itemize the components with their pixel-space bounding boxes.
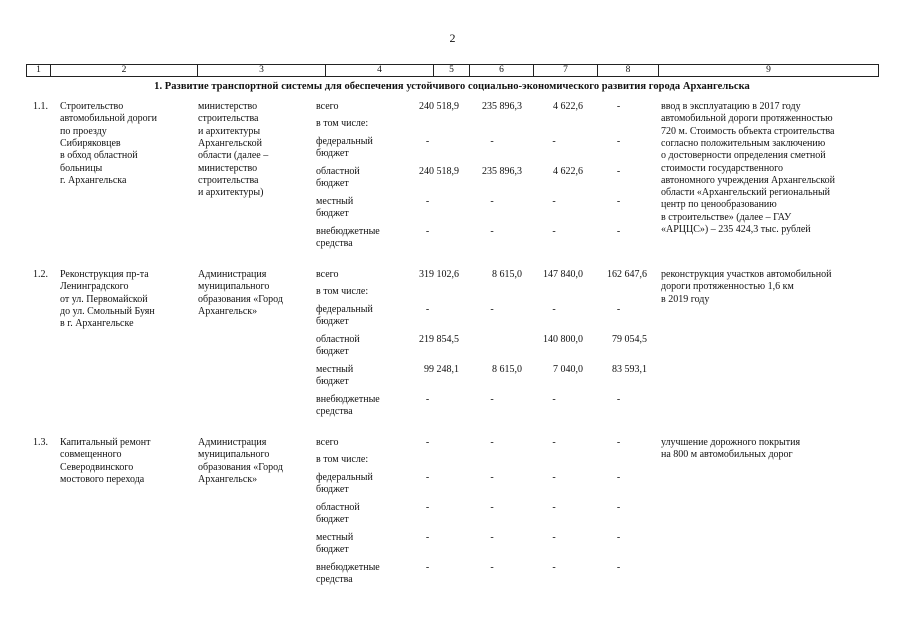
executor-line: Архангельск»	[198, 305, 258, 317]
funding-source-label: областной	[316, 334, 360, 345]
funding-source-label: всего	[316, 269, 339, 280]
funding-value-c6: -	[490, 394, 494, 405]
funding-value-c5: 219 854,5	[419, 334, 459, 345]
funding-source-label: бюджет	[316, 514, 349, 526]
funding-value-c8: -	[616, 166, 621, 177]
column-header: 2	[51, 65, 198, 77]
funding-source-label: внебюджетные	[316, 226, 380, 237]
funding-source-label: средства	[316, 574, 353, 586]
funding-value-c6: -	[490, 437, 494, 448]
executor-line: образования «Город	[198, 461, 283, 473]
funding-value-c5: -	[425, 437, 430, 448]
activity-name-line: совмещенного	[60, 449, 122, 461]
funding-source-label: внебюджетные	[316, 394, 380, 405]
expected-result-line: стоимости государственного	[661, 162, 784, 174]
executor-line: и архитектуры	[198, 125, 261, 137]
executor-line: муниципального	[198, 281, 270, 293]
funding-source-label: в том числе:	[316, 454, 369, 465]
funding-source-label: местный	[316, 196, 354, 207]
column-header: 9	[659, 65, 879, 77]
funding-value-c7: 4 622,6	[553, 166, 583, 177]
expected-result-line: в строительстве» (далее – ГАУ	[661, 211, 792, 223]
funding-source-label: бюджет	[316, 484, 349, 496]
row-number: 1.3.	[33, 437, 48, 448]
funding-source-label: областной	[316, 502, 360, 513]
executor-line: области (далее –	[198, 150, 269, 162]
funding-value-c8: 162 647,6	[607, 269, 647, 280]
column-header: 3	[198, 65, 326, 77]
activity-name-line: Реконструкция пр-та	[60, 269, 149, 280]
funding-value-c7: 7 040,0	[553, 364, 583, 375]
funding-value-c7: -	[552, 532, 556, 543]
funding-value-c6: -	[490, 562, 494, 573]
expected-result-line: центр по ценообразованию	[661, 199, 777, 211]
funding-value-c8: -	[616, 101, 621, 112]
funding-source-label: в том числе:	[316, 286, 369, 297]
funding-value-c7: -	[552, 136, 556, 147]
executor-line: и архитектуры)	[198, 187, 264, 199]
activity-name-line: больницы	[60, 162, 103, 174]
funding-value-c6: 235 896,3	[482, 101, 522, 112]
funding-value-c6: 8 615,0	[492, 269, 522, 280]
funding-source-label: федеральный	[316, 304, 373, 315]
funding-value-c8: -	[616, 562, 621, 573]
funding-value-c6: -	[490, 532, 494, 543]
funding-source-label: федеральный	[316, 136, 373, 147]
funding-source-label: бюджет	[316, 316, 349, 328]
funding-value-c5: 240 518,9	[419, 101, 459, 112]
expected-result-line: автономного учреждения Архангельской	[661, 174, 836, 186]
executor-line: Архангельск»	[198, 473, 258, 485]
funding-value-c6: -	[490, 196, 494, 207]
section-title: 1. Развитие транспортной системы для обеспечения устойчивого социально-экономического развития города Архангельска	[154, 81, 750, 92]
funding-value-c8: -	[616, 226, 621, 237]
expected-result-line: автомобильной дороги протяженностью	[661, 113, 833, 125]
activity-name-line: по проезду	[60, 125, 107, 137]
funding-value-c7: 140 800,0	[543, 334, 583, 345]
funding-value-c8: -	[616, 394, 621, 405]
funding-value-c7: 147 840,0	[543, 269, 583, 280]
funding-source-label: в том числе:	[316, 118, 369, 129]
funding-value-c6: -	[490, 502, 494, 513]
funding-value-c8: -	[616, 472, 621, 483]
executor-line: образования «Город	[198, 293, 283, 305]
funding-value-c7: -	[552, 472, 556, 483]
funding-value-c5: -	[425, 226, 430, 237]
expected-result-line: 720 м. Стоимость объекта строительства	[661, 125, 835, 137]
funding-source-label: местный	[316, 364, 354, 375]
executor-line: строительства	[198, 113, 259, 125]
expected-result-line: о достоверности определения сметной	[661, 150, 826, 162]
column-header: 1	[27, 65, 51, 77]
activity-name-line: Ленинградского	[60, 281, 129, 293]
funding-value-c6: -	[490, 472, 494, 483]
activity-name-line: от ул. Первомайской	[60, 293, 148, 305]
funding-value-c6: -	[490, 226, 494, 237]
executor-line: муниципального	[198, 449, 270, 461]
funding-value-c5: 99 248,1	[424, 364, 459, 375]
column-number-row	[26, 64, 879, 77]
funding-value-c6: 8 615,0	[492, 364, 522, 375]
funding-source-label: бюджет	[316, 544, 349, 556]
executor-line: министерство	[198, 101, 258, 112]
activity-name-line: автомобильной дороги	[60, 113, 158, 125]
funding-source-label: бюджет	[316, 148, 349, 160]
funding-value-c7: 4 622,6	[553, 101, 583, 112]
expected-result-line: ввод в эксплуатацию в 2017 году	[661, 101, 801, 112]
funding-value-c6: -	[490, 136, 494, 147]
expected-result-line: области «Архангельский региональный	[661, 187, 831, 199]
funding-value-c5: -	[425, 304, 430, 315]
funding-value-c6: -	[490, 304, 494, 315]
page-number: 2	[449, 31, 456, 45]
expected-result-line: на 800 м автомобильных дорог	[661, 449, 793, 461]
funding-value-c8: 79 054,5	[612, 334, 647, 345]
activity-name-line: в обход областной	[60, 150, 138, 162]
activity-name-line: г. Архангельска	[60, 174, 127, 186]
funding-source-label: бюджет	[316, 376, 349, 388]
funding-value-c8: -	[616, 304, 621, 315]
funding-source-label: средства	[316, 238, 353, 250]
funding-source-label: внебюджетные	[316, 562, 380, 573]
column-header: 8	[598, 65, 659, 77]
funding-value-c7: -	[552, 562, 556, 573]
funding-source-label: местный	[316, 532, 354, 543]
activity-name-line: до ул. Смольный Буян	[60, 305, 155, 317]
funding-source-label: бюджет	[316, 208, 349, 220]
expected-result-line: реконструкция участков автомобильной	[661, 269, 832, 280]
activity-name-line: Северодвинского	[60, 461, 134, 473]
expected-result-line: «АРЦЦС») – 235 424,3 тыс. рублей	[661, 224, 811, 235]
funding-value-c8: 83 593,1	[612, 364, 647, 375]
executor-line: Администрация	[198, 269, 267, 280]
row-number: 1.2.	[33, 269, 48, 280]
funding-value-c7: -	[552, 196, 556, 207]
funding-value-c5: -	[425, 502, 430, 513]
funding-value-c5: -	[425, 532, 430, 543]
executor-line: Администрация	[198, 437, 267, 448]
funding-value-c5: -	[425, 562, 430, 573]
expected-result-line: согласно положительным заключению	[661, 137, 826, 149]
activity-name-line: Строительство	[60, 101, 124, 112]
funding-value-c7: -	[552, 437, 556, 448]
column-header: 7	[534, 65, 598, 77]
row-number: 1.1.	[33, 101, 48, 112]
funding-value-c7: -	[552, 394, 556, 405]
funding-value-c5: -	[425, 472, 430, 483]
funding-source-label: федеральный	[316, 472, 373, 483]
funding-source-label: всего	[316, 101, 339, 112]
funding-source-label: бюджет	[316, 178, 349, 190]
activity-name-line: мостового перехода	[60, 473, 145, 485]
funding-value-c5: 240 518,9	[419, 166, 459, 177]
activity-name-line: в г. Архангельске	[60, 318, 134, 330]
column-header: 4	[326, 65, 434, 77]
executor-line: министерство	[198, 162, 258, 174]
funding-value-c7: -	[552, 226, 556, 237]
activity-name-line: Капитальный ремонт	[60, 437, 151, 448]
funding-value-c8: -	[616, 136, 621, 147]
funding-value-c7: -	[552, 304, 556, 315]
funding-value-c5: -	[425, 394, 430, 405]
executor-line: строительства	[198, 174, 259, 186]
funding-source-label: бюджет	[316, 346, 349, 358]
funding-source-label: областной	[316, 166, 360, 177]
expected-result-line: в 2019 году	[661, 293, 710, 305]
executor-line: Архангельской	[198, 137, 262, 149]
funding-value-c5: 319 102,6	[419, 269, 459, 280]
expected-result-line: дороги протяженностью 1,6 км	[661, 281, 794, 293]
funding-value-c8: -	[616, 502, 621, 513]
funding-value-c5: -	[425, 136, 430, 147]
funding-value-c8: -	[616, 437, 621, 448]
funding-value-c7: -	[552, 502, 556, 513]
expected-result-line: улучшение дорожного покрытия	[661, 437, 801, 448]
activity-name-line: Сибиряковцев	[60, 137, 121, 149]
funding-value-c8: -	[616, 196, 621, 207]
column-header: 6	[470, 65, 534, 77]
funding-source-label: всего	[316, 437, 339, 448]
column-header: 5	[434, 65, 470, 77]
funding-source-label: средства	[316, 406, 353, 418]
funding-value-c8: -	[616, 532, 621, 543]
funding-value-c5: -	[425, 196, 430, 207]
funding-value-c6: 235 896,3	[482, 166, 522, 177]
